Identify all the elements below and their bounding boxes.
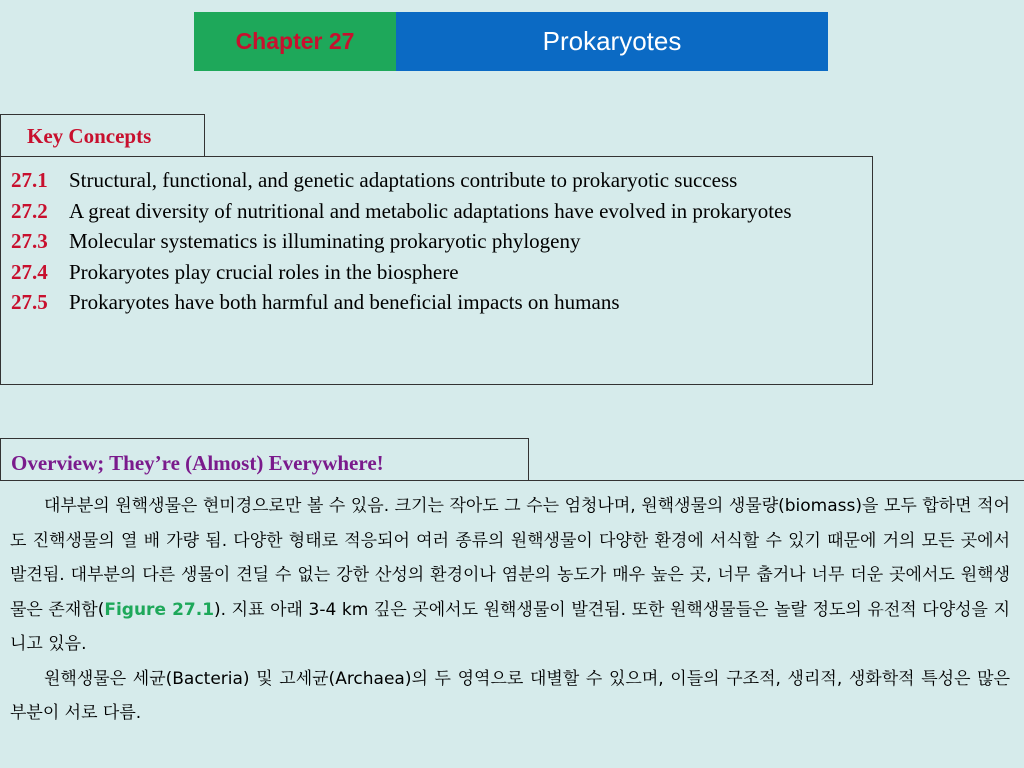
concept-item xyxy=(11,196,862,227)
key-concepts-heading: Key Concepts xyxy=(0,114,205,157)
concept-text: Structural, functional, and genetic adaptations contribute to prokaryotic success xyxy=(69,168,738,192)
overview-paragraph-1 xyxy=(10,489,1010,662)
overview-text: 대부분의 원핵생물은 현미경으로만 볼 수 있음. 크기는 작아도 그 수는 엄청나며, 원핵생물의 생물량(biomass)을 모두 합하면 적어도 진핵생물의 열 배 가량 됨. 다양한 형태로 적응되어 여러 종류의 원핵생물이 다양한 환경에 서식할 수 있기 때문에 거의 모든 곳에서 발견됨. 대부분의 다른 생물이 견딜 수 없는 강한 산성의 환경이나 염분의 농도가 매우 높은 곳, 너무 춥거나 너무 더운 곳에서도 원핵생물은 존재함( xyxy=(10,496,1010,620)
figure-reference: Figure 27.1 xyxy=(104,599,215,620)
key-concepts-box xyxy=(0,156,873,385)
chapter-title: Prokaryotes xyxy=(396,12,828,71)
concept-text: Molecular systematics is illuminating prokaryotic phylogeny xyxy=(69,229,581,253)
overview-paragraph-2: 원핵생물은 세균(Bacteria) 및 고세균(Archaea)의 두 영역으로 대별할 수 있으며, 이들의 구조적, 생리적, 생화학적 특성은 많은 부분이 서로 다름. xyxy=(10,668,1010,723)
concept-number: 27.3 xyxy=(11,229,48,253)
concept-number: 27.4 xyxy=(11,259,48,284)
concept-number: 27.2 xyxy=(11,198,48,223)
concept-text: Prokaryotes play crucial roles in the biosphere xyxy=(69,259,459,284)
concept-item xyxy=(11,165,862,196)
concept-number: 27.1 xyxy=(11,168,48,192)
concept-number: 27.5 xyxy=(11,290,48,314)
overview-box xyxy=(0,480,1024,768)
overview-text: ). 지표 아래 3-4 km 깊은 곳에서도 원핵생물이 발견됨. 또한 원핵생물들은 놀랄 정도의 유전적 다양성을 지니고 있음. xyxy=(10,599,1010,654)
overview-heading: Overview; They’re (Almost) Everywhere! xyxy=(0,438,529,481)
chapter-header xyxy=(194,12,828,71)
concept-item xyxy=(11,257,862,288)
concept-item xyxy=(11,226,862,257)
concept-text: A great diversity of nutritional and metabolic adaptations have evolved in prokaryotes xyxy=(69,198,792,223)
chapter-label: Chapter 27 xyxy=(194,12,396,71)
concept-text: Prokaryotes have both harmful and beneficial impacts on humans xyxy=(69,290,620,314)
concept-item xyxy=(11,287,862,318)
